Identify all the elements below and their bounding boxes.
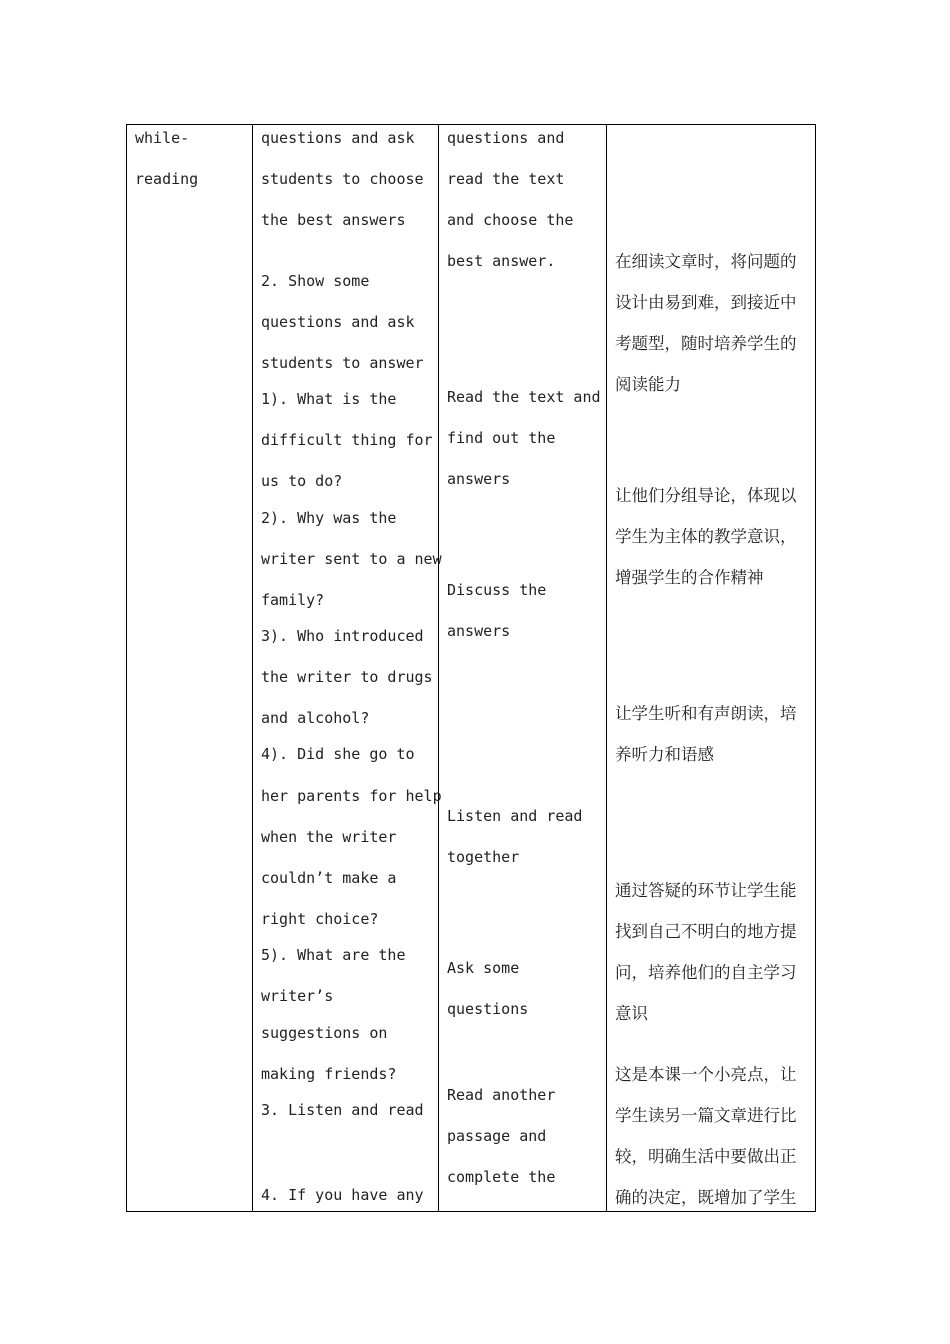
- design-intent-line: 问，培养他们的自主学习: [615, 963, 797, 982]
- question-line: family?: [261, 591, 325, 609]
- design-intent-line: 学生为主体的教学意识，: [615, 527, 797, 546]
- question-line: 4). Did she go to: [261, 745, 415, 763]
- design-intent-line: 设计由易到难，到接近中: [615, 293, 797, 312]
- teacher-activity-line: the best answers: [261, 211, 406, 229]
- student-activity-line: together: [447, 848, 520, 866]
- column-divider-1: [252, 124, 253, 1212]
- question-line: her parents for help: [261, 787, 442, 805]
- design-intent-line: 让学生听和有声朗读，培: [615, 704, 797, 723]
- teacher-activity-line: questions and ask: [261, 129, 415, 147]
- question-line: and alcohol?: [261, 709, 370, 727]
- teacher-activity-line: 3. Listen and read: [261, 1101, 424, 1119]
- teacher-activity-line: 2. Show some: [261, 272, 370, 290]
- design-intent-line: 考题型，随时培养学生的: [615, 334, 797, 353]
- question-line: couldn’t make a: [261, 869, 397, 887]
- question-line: us to do?: [261, 472, 343, 490]
- question-line: suggestions on: [261, 1024, 388, 1042]
- student-activity-line: passage and: [447, 1127, 547, 1145]
- design-intent-line: 较，明确生活中要做出正: [615, 1147, 797, 1166]
- teacher-activity-line: 4. If you have any: [261, 1186, 424, 1204]
- question-line: difficult thing for: [261, 431, 433, 449]
- table-border-top: [126, 124, 816, 125]
- design-intent-line: 在细读文章时，将问题的: [615, 252, 797, 271]
- question-line: 2). Why was the: [261, 509, 397, 527]
- student-activity-line: Read the text and: [447, 388, 601, 406]
- teacher-activity-line: students to choose: [261, 170, 424, 188]
- design-intent-line: 阅读能力: [615, 375, 681, 394]
- student-activity-line: read the text: [447, 170, 565, 188]
- student-activity-line: Read another: [447, 1086, 556, 1104]
- question-line: making friends?: [261, 1065, 397, 1083]
- question-line: right choice?: [261, 910, 379, 928]
- student-activity-line: find out the: [447, 429, 556, 447]
- design-intent-line: 学生读另一篇文章进行比: [615, 1106, 797, 1125]
- design-intent-line: 这是本课一个小亮点，让: [615, 1065, 797, 1084]
- student-activity-line: and choose the: [447, 211, 574, 229]
- question-line: when the writer: [261, 828, 397, 846]
- design-intent-line: 通过答疑的环节让学生能: [615, 881, 797, 900]
- student-activity-line: complete the: [447, 1168, 556, 1186]
- question-line: the writer to drugs: [261, 668, 433, 686]
- student-activity-line: best answer.: [447, 252, 556, 270]
- design-intent-line: 增强学生的合作精神: [615, 568, 764, 587]
- design-intent-line: 意识: [615, 1004, 648, 1023]
- design-intent-line: 确的决定，既增加了学生: [615, 1188, 797, 1207]
- table-border-bottom: [126, 1211, 816, 1212]
- column-divider-3: [606, 124, 607, 1212]
- question-line: writer’s: [261, 987, 334, 1005]
- teacher-activity-line: questions and ask: [261, 313, 415, 331]
- teacher-activity-line: students to answer: [261, 354, 424, 372]
- question-line: 3). Who introduced: [261, 627, 424, 645]
- question-line: writer sent to a new: [261, 550, 442, 568]
- table-border-right: [815, 124, 816, 1212]
- student-activity-line: Discuss the: [447, 581, 547, 599]
- table-border-left: [126, 124, 127, 1212]
- column-divider-2: [438, 124, 439, 1212]
- design-intent-line: 养听力和语感: [615, 745, 714, 764]
- student-activity-line: Ask some: [447, 959, 520, 977]
- student-activity-line: questions: [447, 1000, 529, 1018]
- design-intent-line: 找到自己不明白的地方提: [615, 922, 797, 941]
- question-line: 1). What is the: [261, 390, 397, 408]
- student-activity-line: Listen and read: [447, 807, 583, 825]
- student-activity-line: questions and: [447, 129, 565, 147]
- design-intent-line: 让他们分组导论，体现以: [615, 486, 797, 505]
- stage-label: reading: [135, 170, 199, 188]
- student-activity-line: answers: [447, 470, 511, 488]
- student-activity-line: answers: [447, 622, 511, 640]
- stage-label: while-: [135, 129, 190, 147]
- question-line: 5). What are the: [261, 946, 406, 964]
